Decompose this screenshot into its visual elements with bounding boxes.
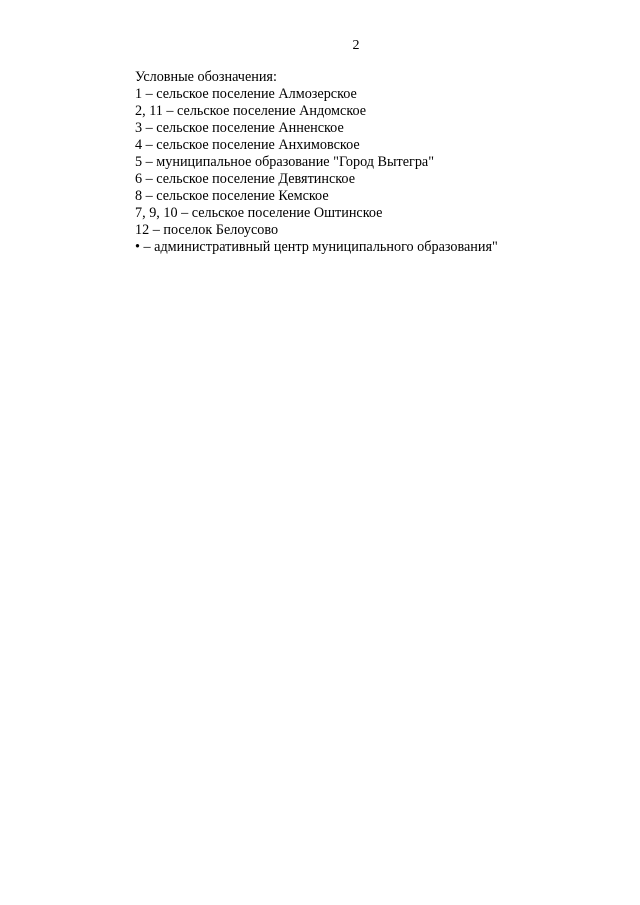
legend-text: – административный центр муниципального образования" <box>139 239 498 255</box>
legend-marker: 2, 11 <box>135 103 163 119</box>
bullet-icon: • <box>135 239 140 255</box>
legend-marker: 12 <box>135 222 150 238</box>
legend-marker: 3 <box>135 120 143 136</box>
legend-marker: 8 <box>135 188 143 204</box>
legend-item <box>135 171 615 188</box>
legend-text: – муниципальное образование "Город Вытегра" <box>142 154 435 170</box>
legend-item <box>135 239 615 256</box>
legend-marker: 7, 9, 10 <box>135 205 178 221</box>
legend-text: – поселок Белоусово <box>149 222 279 238</box>
legend-marker: 5 <box>135 154 143 170</box>
legend-text: – сельское поселение Алмозерское <box>142 86 357 102</box>
legend-text: – сельское поселение Анхимовское <box>142 137 360 153</box>
legend-item <box>135 120 615 137</box>
legend-title: Условные обозначения: <box>135 69 277 85</box>
legend-item <box>135 154 615 171</box>
legend-text: – сельское поселение Девятинское <box>142 171 355 187</box>
legend-marker: 6 <box>135 171 143 187</box>
legend-text: – сельское поселение Оштинское <box>177 205 383 221</box>
legend-text: – сельское поселение Анненское <box>142 120 344 136</box>
legend-item <box>135 86 615 103</box>
legend-marker: 1 <box>135 86 143 102</box>
legend-item <box>135 103 615 120</box>
legend-item <box>135 205 615 222</box>
legend-text: – сельское поселение Андомское <box>162 103 367 119</box>
legend-marker: 4 <box>135 137 143 153</box>
legend <box>135 69 615 256</box>
legend-text: – сельское поселение Кемское <box>142 188 329 204</box>
legend-item <box>135 137 615 154</box>
legend-item <box>135 222 615 239</box>
page-number: 2 <box>352 38 360 53</box>
legend-item <box>135 188 615 205</box>
